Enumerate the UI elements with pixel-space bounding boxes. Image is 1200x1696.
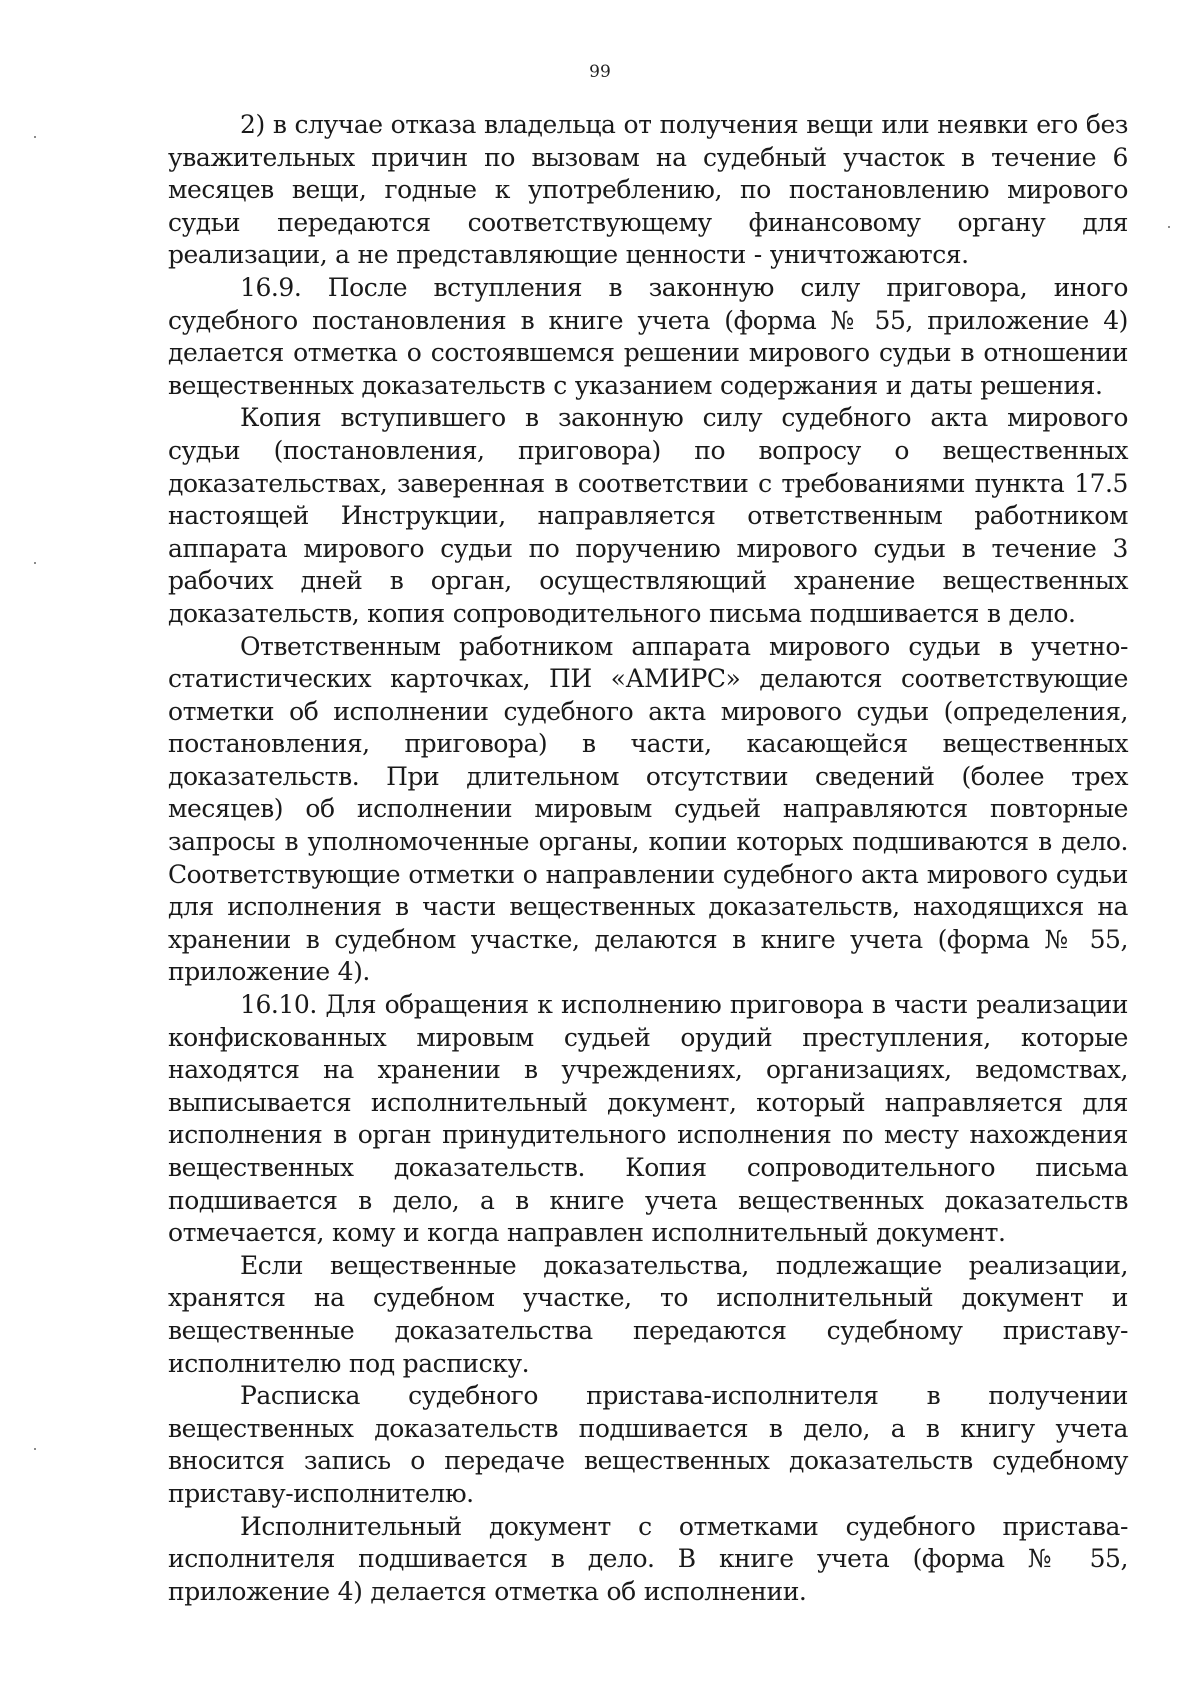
paragraph-16-10: 16.10. Для обращения к исполнению приговора в части реализации конфискованных мировым судьей орудий преступления, которые находятся на хранении в учреждениях, организациях, ведомствах, выписывается исполнительный документ, который направляется для исполнения в орган принудительного исполнения по месту нахождения вещественных доказательств. Копия сопроводительного письма подшивается в дело, а в книге учета вещественных доказательств отмечается, кому и когда направлен исполнительный документ. bbox=[168, 990, 1128, 1248]
paragraph-executive-document: Исполнительный документ с отметками судебного пристава-исполнителя подшивается в дело. В книге учета (форма № 55, приложение 4) делается отметка об исполнении. bbox=[168, 1511, 1128, 1606]
paragraph-bailiff-receipt: Расписка судебного пристава-исполнителя в получении вещественных доказательств подшивается в дело, а в книгу учета вносится запись о передаче вещественных доказательств судебному приставу-исполнителю. bbox=[168, 1381, 1128, 1508]
paragraph-item-2: 2) в случае отказа владельца от получения вещи или неявки его без уважительных причин по вызовам на судебный участок в течение 6 месяцев вещи, годные к употреблению, по постановлению мирового судьи передаются соответствующему финансовому органу для реализации, а не представляющие ценности - уничтожаются. bbox=[168, 110, 1128, 270]
scan-speck bbox=[34, 562, 36, 564]
scan-speck bbox=[1168, 226, 1170, 228]
paragraph-stored-on-site: Если вещественные доказательства, подлежащие реализации, хранятся на судебном участке, то исполнительный документ и вещественные доказательства передаются судебному приставу-исполнителю под расписку. bbox=[168, 1250, 1128, 1378]
page-number: 99 bbox=[589, 62, 611, 82]
scan-speck bbox=[34, 136, 36, 138]
paragraph-responsible-worker: Ответственным работником аппарата мирового судьи в учетно-статистических карточках, ПИ «АМИРС» делаются соответствующие отметки об исполнении судебного акта мирового судьи (определения, постановления, приговора) в части, касающейся вещественных доказательств. При длительном отсутствии сведений (более трех месяцев) об исполнении мировым судьей направляются повторные запросы в уполномоченные органы, копии которых подшиваются в дело. Соответствующие отметки о направлении судебного акта мирового судьи для исполнения в части вещественных доказательств, находящихся на хранении в судебном участке, делаются в книге учета (форма № 55, приложение 4). bbox=[168, 631, 1128, 987]
document-body bbox=[168, 109, 1128, 1608]
paragraph-16-9: 16.9. После вступления в законную силу приговора, иного судебного постановления в книге учета (форма № 55, приложение 4) делается отметка о состоявшемся решении мирового судьи в отношении вещественных доказательств с указанием содержания и даты решения. bbox=[168, 272, 1128, 400]
scan-speck bbox=[34, 1448, 36, 1450]
paragraph-copy-of-act: Копия вступившего в законную силу судебного акта мирового судьи (постановления, приговора) по вопросу о вещественных доказательствах, заверенная в соответствии с требованиями пункта 17.5 настоящей Инструкции, направляется ответственным работником аппарата мирового судьи по поручению мирового судьи в течение 3 рабочих дней в орган, осуществляющий хранение вещественных доказательств, копия сопроводительного письма подшивается в дело. bbox=[168, 403, 1128, 628]
